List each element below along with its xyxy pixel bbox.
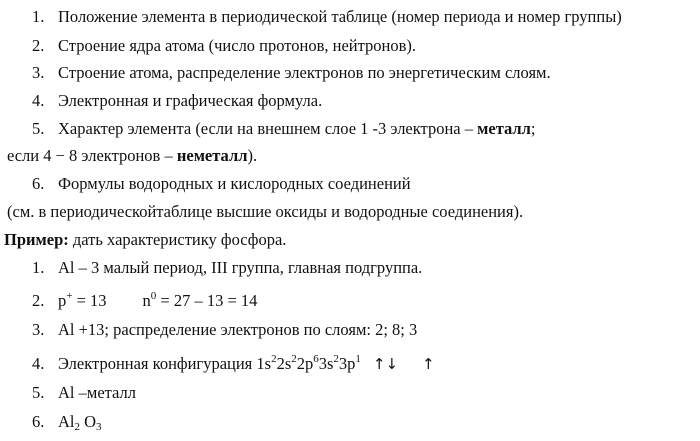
config-text: Электронная конфигурация 1s xyxy=(58,354,272,373)
item-number: 5. xyxy=(32,119,45,138)
item-number: 1. xyxy=(32,7,45,26)
neutron-charge: 0 xyxy=(150,290,157,302)
continuation-text: (см. в периодическойтаблице высшие оксиды и водородные соединения). xyxy=(7,202,524,221)
item-number: 5. xyxy=(32,383,45,402)
paired-spin-arrows-icon: ↑↓ xyxy=(372,355,399,373)
superscript: 2 xyxy=(271,353,277,365)
item-number: 2. xyxy=(32,291,45,310)
single-spin-arrow-icon: ↑ xyxy=(422,355,435,373)
item-text: Al –металл xyxy=(58,383,136,402)
neutron-symbol: n xyxy=(142,291,151,310)
item-text: Характер элемента (если на внешнем слое 1 -3 электрона – xyxy=(58,119,478,138)
list-item xyxy=(32,63,551,83)
proton-charge: + xyxy=(66,290,73,302)
formula-part: Al xyxy=(58,412,75,431)
subscript: 2 xyxy=(74,421,80,433)
item-text: Al – 3 малый период, III группа, главная подгруппа. xyxy=(58,258,423,277)
item-number: 4. xyxy=(32,91,45,110)
example-text: дать характеристику фосфора. xyxy=(68,230,287,249)
config-part: 2p xyxy=(296,354,314,373)
subscript: 3 xyxy=(96,421,102,433)
proton-symbol: p xyxy=(58,291,67,310)
superscript: 6 xyxy=(313,353,319,365)
item-number: 6. xyxy=(32,174,45,193)
continuation-line xyxy=(7,202,523,222)
continuation-end: ). xyxy=(247,146,258,165)
item-text-end: ; xyxy=(530,119,536,138)
example-label: Пример: xyxy=(4,230,69,249)
proton-count: = 13 xyxy=(72,291,107,310)
item-text: Строение атома, распределение электронов по энергетическим слоям. xyxy=(58,63,551,82)
superscript: 2 xyxy=(333,353,339,365)
formula-part: O xyxy=(80,412,97,431)
item-text: Положение элемента в периодической таблице (номер периода и номер группы) xyxy=(58,7,622,26)
item-number: 4. xyxy=(32,354,45,373)
item-number: 1. xyxy=(32,258,45,277)
item-number: 2. xyxy=(32,36,45,55)
superscript: 2 xyxy=(291,353,297,365)
item-number: 6. xyxy=(32,412,45,431)
config-part: 3p xyxy=(338,354,356,373)
item-text: Al +13; распределение электронов по слоям: 2; 8; 3 xyxy=(58,320,418,339)
list-item xyxy=(32,412,102,432)
continuation-line xyxy=(7,146,257,166)
continuation-text: если 4 − 8 электронов – xyxy=(7,146,177,165)
list-item xyxy=(32,291,257,311)
list-item xyxy=(32,174,411,194)
list-item xyxy=(32,258,422,278)
config-part: 3s xyxy=(318,354,334,373)
config-part: 2s xyxy=(276,354,292,373)
item-text: Электронная и графическая формула. xyxy=(58,91,323,110)
neutron-count: = 27 – 13 = 14 xyxy=(156,291,258,310)
list-item xyxy=(32,354,435,374)
superscript: 1 xyxy=(355,353,361,365)
example-heading xyxy=(4,230,286,250)
item-number: 3. xyxy=(32,320,45,339)
list-item xyxy=(32,383,136,403)
list-item xyxy=(32,320,417,340)
bold-term: неметалл xyxy=(176,146,248,165)
list-item xyxy=(32,91,322,111)
bold-term: металл xyxy=(477,119,531,138)
item-text: Формулы водородных и кислородных соединений xyxy=(58,174,411,193)
item-number: 3. xyxy=(32,63,45,82)
list-item xyxy=(32,36,416,56)
item-text: Строение ядра атома (число протонов, нейтронов). xyxy=(58,36,417,55)
list-item xyxy=(32,7,622,27)
list-item xyxy=(32,119,536,139)
